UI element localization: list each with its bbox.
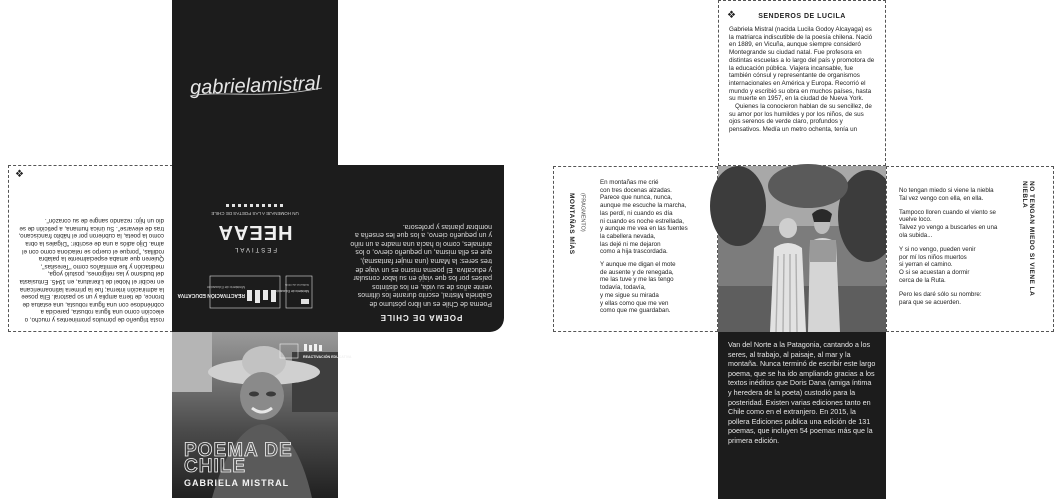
cover-title-line2: CHILE: [184, 456, 246, 477]
verse-line: O si se acuestan a dormir: [899, 269, 970, 277]
cover-title-line1: POEMA DE: [184, 440, 293, 461]
verse-line: cerca de la Ruta.: [899, 276, 946, 284]
two-women-photo: [718, 166, 886, 332]
niebla-title: NO TENGAN MIEDO SI VIENE LA NIEBLA: [1021, 181, 1035, 297]
left-flap-text: rosta trigueño de pómulos prominentes y mucho, o elección como una figura robusta, parecida a cobriéndose con una figura robusta, una estatua de bronce, de tierra amplia y un so pastoral. Ella posee la admiración interna; fue la primera latinoamericana en recibir el Nobel de Literatura, en 1945. Entusiasta del budismo y las religiones, postuló yoga, meditación y fue ermitaños como "Teresitas", Quieren que amaba especialmente la palabra rodillas, "porque el cuerpo se relaciona como con el alma. Dijo adiós a una de escribir: "Dígales la obra como la poeta, la cubrieron por el hábito franciscano, tras de elevarse". Su única humana, a petición de se dio un hijo: rezando sangre de su corazón".: [18, 217, 164, 323]
verse-line: En montañas me crié: [600, 179, 659, 186]
verse-line: Pero les daré sólo su nombre:: [899, 290, 982, 298]
flag-icon: [301, 299, 309, 304]
cover-logo-text: REACTIVACIÓN EDUCATIVA: [303, 355, 352, 359]
poem-de-chile-text: Poema de Chile es un libro póstumo de Gabriela Mistral, escrito durante los últimos veinte años de su vida, en los distintos países por los que viajó en su labor consular y educativa. El poema mismo es un viaje de tres seres: la Mama (una mujer fantasma), que es ella misma, un pequeño ciervo, o los animales, como lo hacía una madre a un niño y un pequeño ciervo, a los que les enseña a nombrar plantas y profesora.: [350, 222, 492, 307]
niebla-stanza4: [899, 291, 1027, 307]
senderos-heading: SENDEROS DE LUCILA: [758, 13, 846, 20]
verse-line: por mí los niños muertos: [899, 253, 967, 261]
verse-line: las perdí, ni cuando es día: [600, 209, 673, 217]
ornament-icon: ❖: [15, 169, 24, 180]
festival-sub: UN HOMENAJE A LAS POETAS DE CHILE: [211, 211, 299, 216]
left-poem-panel: [338, 165, 504, 332]
senderos-p2: Quienes la conocieron hablan de su sencillez, de su amor por los humildes y por los niños, de sus ojos serenos de verde claro, profundos y pensativos. Medía un metro ochenta, tenía un: [729, 103, 872, 134]
verse-line: como a hija trascordada.: [600, 248, 668, 256]
verse-line: y aunque me vea en las fuentes: [600, 225, 688, 233]
festival-label: FESTIVAL: [233, 246, 277, 252]
verse-line: para que se acuerden.: [899, 298, 961, 306]
photo-graphics: [718, 166, 886, 332]
verse-line: Y si no vengo, pueden venir: [899, 245, 976, 253]
left-cover-panel: [172, 332, 352, 498]
montanas-stanza2: [600, 261, 715, 315]
history-panel: [718, 332, 886, 499]
senderos-p1: Gabriela Mistral (nacida Lucila Godoy Alcayaga) es la matriarca indiscutible de la poesía chilena. Nació en 1889, en Vicuña, aunque siempre consideró Montegrande su ciudad natal. Fue profesora en distintas escuelas a lo largo del país y promotora de la educación pública. Viajera incansable, fue también cónsul y representante de organismos internacionales en América y Europa. Recorrió el mundo y escribió su obra en muchos países, hasta su muerte en 1957, en la ciudad de Nueva York.: [729, 26, 875, 103]
festival-name: HEEAA: [217, 221, 293, 243]
verse-line: la cabellera nevada,: [600, 232, 656, 240]
verse-line: como que me guardaban.: [600, 307, 671, 315]
niebla-stanza3: [899, 246, 1027, 285]
verse-line: me las tuve y me las tengo: [600, 276, 674, 284]
left-flap-panel: [8, 165, 173, 332]
ornament-icon: ❖: [727, 10, 736, 21]
verse-line: ola subida...: [899, 231, 933, 239]
senderos-panel: [718, 0, 886, 166]
verse-line: y ellas como que me ven: [600, 299, 669, 307]
niebla-panel: [886, 166, 1054, 332]
verse-line: todavía, todavía,: [600, 284, 646, 292]
cover-author: GABRIELA MISTRAL: [184, 478, 290, 488]
verse-line: No tengan miedo si viene la niebla: [899, 187, 994, 194]
verse-line: si yerran el camino.: [899, 261, 953, 269]
verse-line: Talvez yo vengo a buscarles en una: [899, 224, 998, 232]
verse-line: Tampoco lloren cuando el viento se: [899, 208, 996, 216]
verse-line: con tres docenas alzadas.: [600, 186, 672, 194]
verse-line: Tal vez vengo con ella, en ella.: [899, 194, 984, 202]
history-text: Van del Norte a la Patagonia, cantando a los seres, al trabajo, al paisaje, al mar y la montaña. Nunca terminó de escribir este largo poema, que se ha ido ampliando gracias a los textos inéditos que Doris Dana (amiga íntima y heredera de la poeta) custodió para la posteridad. Existen varias ediciones tanto en Chile como en el extranjero. En 2015, la pollera Ediciones publica una edición de 131 poemas, que incluyen 54 poemas más que la primera edición.: [728, 340, 876, 445]
left-top-panel: [172, 0, 338, 332]
verse-line: aunque me escuche la marcha,: [600, 202, 687, 210]
logo-reactivation-sub: Ministerio de Educación: [206, 285, 245, 289]
niebla-stanza1: [899, 187, 1027, 203]
verse-line: ni cuando es noche estrellada,: [600, 217, 684, 225]
festival-dots-icon: [226, 204, 283, 207]
montanas-title: MONTAÑAS MÍAS: [568, 193, 575, 255]
verse-line: y me sigue su mirada: [600, 291, 659, 299]
niebla-stanza2: [899, 209, 1027, 240]
logo-ministry-text: Ministerio de Educación: [275, 289, 309, 293]
cover-photo: [172, 332, 352, 498]
montanas-panel: [553, 166, 718, 332]
logo-reactivation-text: REACTIVACIÓN EDUCATIVA: [177, 292, 245, 298]
verse-line: Y aunque me digan el mote: [600, 261, 676, 269]
logo-ministry-sub: Gobierno de Chile: [284, 283, 309, 287]
ministry-logo: [275, 276, 312, 308]
people-icon: [247, 290, 276, 303]
signature-text: gabrielamistral: [189, 72, 321, 100]
montanas-subtitle: (FRAGMENTO): [579, 193, 586, 232]
verse-line: las dejé ni me dejaron: [600, 240, 661, 248]
verse-line: de ausente y de renegada,: [600, 268, 674, 276]
left-top-graphics: [172, 0, 338, 332]
montanas-stanza1: [600, 179, 715, 256]
reactivation-logo: [177, 276, 280, 308]
verse-line: vuelve loco.: [899, 216, 932, 224]
verse-line: Parece que nunca, nunca,: [600, 194, 673, 202]
poem-de-chile-heading: POEMA DE CHILE: [379, 313, 463, 322]
